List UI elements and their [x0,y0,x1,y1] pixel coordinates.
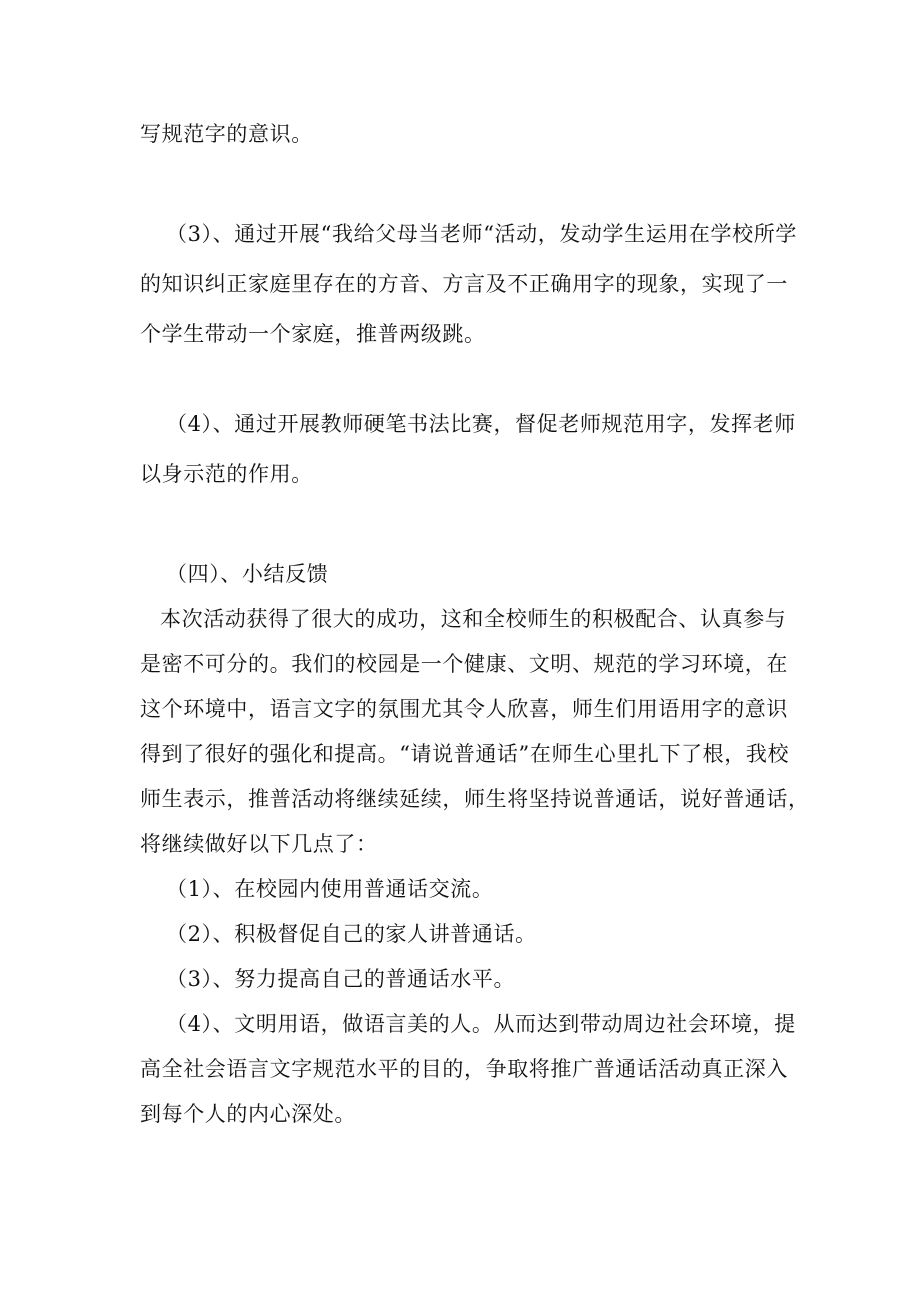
document-page [140,0,810,1302]
text-line: 的知识纠正家庭里存在的方音、方言及不正确用字的现象，实现了一 [140,272,788,296]
list-item: （1）、在校园内使用普通话交流。 [166,877,494,901]
section-heading: （四）、小结反馈 [166,562,329,586]
text-line: 到每个人的内心深处。 [140,1102,356,1126]
text-line: 个学生带动一个家庭，推普两级跳。 [140,322,486,346]
text-line: （3）、通过开展“我给父母当老师“活动，发动学生运用在学校所学 [166,222,797,246]
text-line: （4）、通过开展教师硬笔书法比赛，督促老师规范用字，发挥老师 [166,412,796,436]
text-line: 得到了很好的强化和提高。“请说普通话”在师生心里扎下了根，我校 [140,742,790,766]
list-item: （4）、文明用语，做语言美的人。从而达到带动周边社会环境，提 [166,1012,796,1036]
text-line: 以身示范的作用。 [140,462,313,486]
text-line: 将继续做好以下几点了： [140,832,378,856]
text-line: 写规范字的意识。 [140,122,313,146]
text-line: 本次活动获得了很大的成功，这和全校师生的积极配合、认真参与 [160,607,787,631]
list-item: （2）、积极督促自己的家人讲普通话。 [166,922,537,946]
text-line: 高全社会语言文字规范水平的目的，争取将推广普通话活动真正深入 [140,1057,788,1081]
list-item: （3）、努力提高自己的普通话水平。 [166,967,516,991]
text-line: 师生表示，推普活动将继续延续，师生将坚持说普通话，说好普通话， [140,787,810,811]
text-line: 这个环境中，语言文字的氛围尤其令人欣喜，师生们用语用字的意识 [140,697,788,721]
text-line: 是密不可分的。我们的校园是一个健康、文明、规范的学习环境，在 [140,652,788,676]
